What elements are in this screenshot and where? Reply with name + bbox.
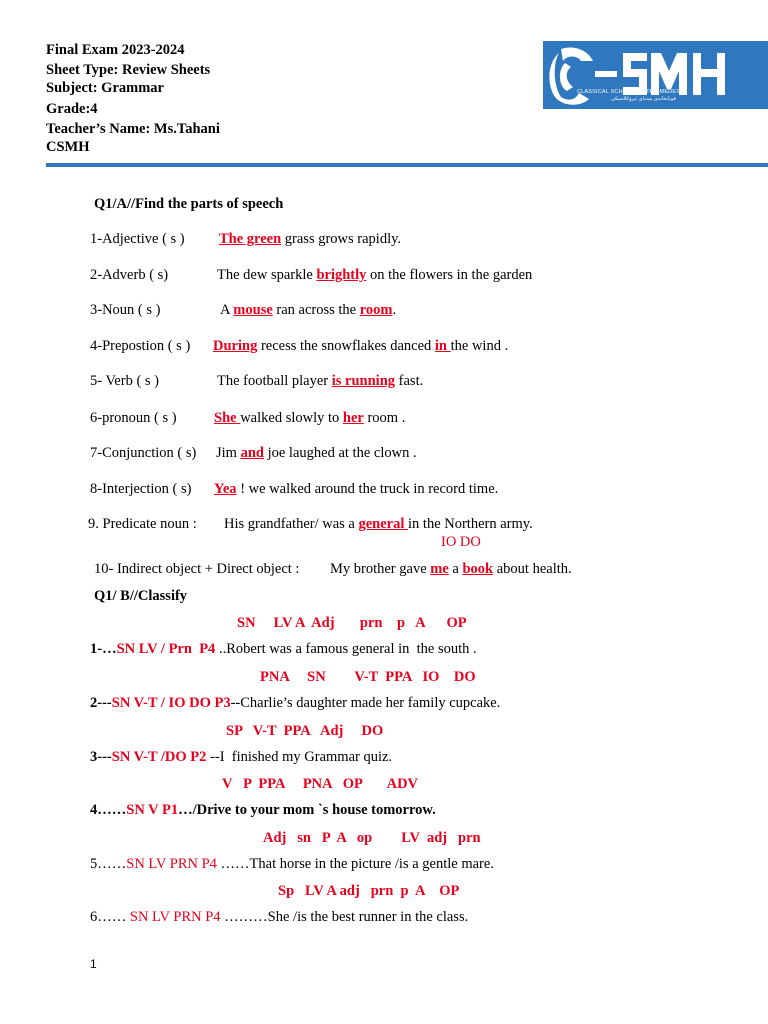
- logo-caption: CLASSICAL SCHOOL OF THE MEDES: [577, 89, 681, 95]
- classify-row: [90, 694, 500, 712]
- part-a-sentence: [219, 230, 401, 248]
- answer-word: The green: [219, 231, 282, 247]
- part-a-label: 3-Noun ( s ): [90, 302, 161, 318]
- answer-word: During: [213, 338, 258, 354]
- sentence-text: in the Northern army.: [408, 516, 533, 532]
- part-a-label: 4-Prepostion ( s ): [90, 338, 191, 354]
- part-a-label: 7-Conjunction ( s): [90, 445, 197, 461]
- part-a-label: 2-Adverb ( s): [90, 267, 169, 283]
- sentence-text: My brother gave: [330, 561, 431, 577]
- row-sentence: …/Drive to your mom `s house tomorrow.: [178, 802, 436, 818]
- row-number: 1-…: [90, 641, 117, 657]
- answer-word: room: [359, 302, 393, 318]
- page-number: 1: [90, 957, 97, 971]
- sentence-text: .: [392, 302, 397, 318]
- pattern-answer: SN V-T / IO DO P3: [111, 695, 231, 711]
- classify-row: [90, 640, 477, 658]
- classify-tags: PNA SN V-T PPA IO DO: [260, 669, 476, 685]
- part-a-sentence: [214, 409, 405, 427]
- row-number: 2---: [90, 695, 112, 711]
- classify-tags: SN LV A Adj prn p A OP: [237, 615, 467, 631]
- classify-tags: Adj sn P A op LV adj prn: [263, 830, 481, 846]
- row-sentence: --Charlie’s daughter made her family cupcake.: [230, 695, 501, 711]
- row-sentence: ……That horse in the picture /is a gentle mare.: [220, 856, 494, 872]
- sentence-text: a: [448, 561, 463, 577]
- exam-title: Final Exam 2023-2024: [46, 42, 185, 58]
- sentence-text: room .: [363, 410, 406, 426]
- classify-row: [90, 748, 392, 766]
- classify-tags: V P PPA PNA OP ADV: [222, 776, 419, 792]
- answer-word: and: [240, 445, 264, 461]
- answer-word: in: [434, 338, 451, 354]
- answer-word: me: [430, 561, 449, 577]
- school-logo: [543, 41, 768, 109]
- teacher-name: Teacher’s Name: Ms.Tahani: [46, 121, 220, 137]
- row-sentence: ..Robert was a famous general in the south .: [218, 641, 477, 657]
- part-a-sentence: [213, 337, 508, 355]
- sentence-text: A: [220, 302, 234, 318]
- sentence-text: Jim: [216, 445, 241, 461]
- classify-row: [90, 855, 494, 873]
- row-number: 4……: [90, 802, 127, 818]
- sentence-text: The football player: [217, 373, 332, 389]
- answer-word: mouse: [233, 302, 273, 318]
- part-a-label: 9. Predicate noun :: [88, 516, 197, 532]
- row-sentence: ………She /is the best runner in the class.: [224, 909, 469, 925]
- sentence-text: walked slowly to: [240, 410, 343, 426]
- row-sentence: --I finished my Grammar quiz.: [210, 749, 393, 765]
- part-a-label: 5- Verb ( s ): [90, 373, 159, 389]
- answer-word: book: [462, 561, 494, 577]
- classify-row: [90, 908, 468, 926]
- classify-tags: Sp LV A adj prn p A OP: [278, 883, 460, 899]
- pattern-answer: SN LV PRN P4: [129, 909, 225, 925]
- part-a-label: 6-pronoun ( s ): [90, 410, 177, 426]
- answer-word: her: [342, 410, 364, 426]
- subject: Subject: Grammar: [46, 80, 164, 96]
- logo-caption-native: قوتابخانەی میدیای تیرۆکلاسیکی: [611, 96, 676, 102]
- part-a-sentence: [217, 372, 423, 390]
- pattern-answer: SN LV / Prn P4: [116, 641, 219, 657]
- row-number: 3---: [90, 749, 112, 765]
- sentence-text: recess the snowflakes danced: [257, 338, 435, 354]
- part-a-label: 10- Indirect object + Direct object :: [94, 561, 300, 577]
- answer-word: brightly: [316, 267, 367, 283]
- grade: Grade:4: [46, 101, 98, 117]
- sheet-type: Sheet Type: Review Sheets: [46, 62, 211, 78]
- sentence-text: fast.: [395, 373, 424, 389]
- pattern-answer: SN V-T /DO P2: [111, 749, 211, 765]
- part-a-sentence: [214, 480, 498, 498]
- answer-word: general: [358, 516, 409, 532]
- part-a-sentence: [224, 515, 533, 533]
- part-a-label: 1-Adjective ( s ): [90, 231, 185, 247]
- part-a-sentence: [220, 301, 396, 319]
- answer-word: Yea: [214, 481, 237, 497]
- answer-word: is running: [331, 373, 396, 389]
- row-number: 5……: [90, 856, 127, 872]
- pattern-answer: SN V P1: [126, 802, 179, 818]
- answer-word: She: [214, 410, 241, 426]
- row-number: 6……: [90, 909, 130, 925]
- sentence-text: The dew sparkle: [217, 267, 317, 283]
- header-rule: [46, 163, 768, 167]
- part-a-sentence: [216, 444, 417, 462]
- sentence-text: ! we walked around the truck in record time.: [236, 481, 499, 497]
- sentence-text: on the flowers in the garden: [366, 267, 533, 283]
- sentence-text: the wind .: [450, 338, 509, 354]
- classify-row: [90, 801, 436, 819]
- sentence-text: grass grows rapidly.: [281, 231, 402, 247]
- school-name: CSMH: [46, 139, 90, 155]
- part-a-label: 8-Interjection ( s): [90, 481, 192, 497]
- classify-tags: SP V-T PPA Adj DO: [226, 723, 384, 739]
- part-b-title: Q1/ B//Classify: [94, 588, 188, 604]
- sentence-text: joe laughed at the clown .: [263, 445, 417, 461]
- sentence-text: ran across the: [272, 302, 360, 318]
- part-a-title: Q1/A//Find the parts of speech: [94, 196, 284, 212]
- part-a-sentence: [217, 266, 532, 284]
- part-a-sentence: [330, 560, 572, 578]
- sentence-text: about health.: [493, 561, 572, 577]
- sentence-text: His grandfather/ was a: [224, 516, 359, 532]
- pattern-answer: SN LV PRN P4: [126, 856, 221, 872]
- io-do-tags: IO DO: [441, 534, 481, 550]
